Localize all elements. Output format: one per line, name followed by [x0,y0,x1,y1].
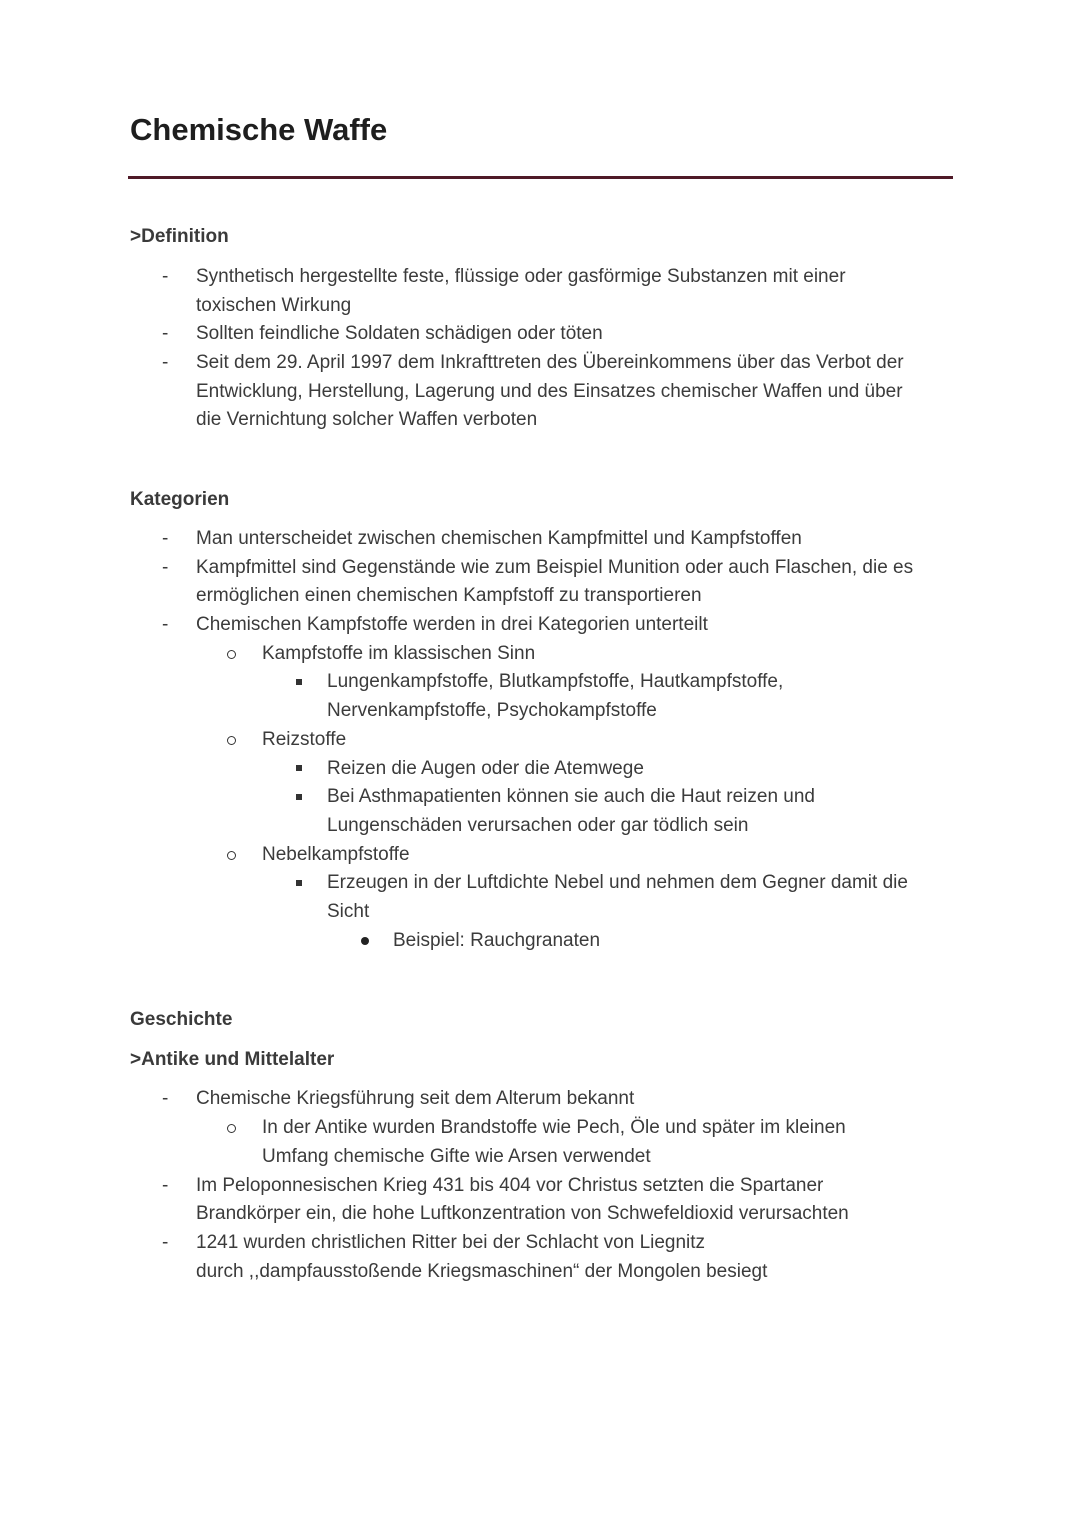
section-heading-geschichte: Geschichte [130,1009,233,1030]
list-item-line: 1241 wurden christlichen Ritter bei der Schlacht von Liegnitz [196,1232,706,1253]
page-title: Chemische Waffe [130,112,388,147]
subsublist-item-line: Bei Asthmapatienten können sie auch die Haut reizen und [327,786,815,807]
example-line: Beispiel: Rauchgranaten [393,930,601,951]
disc-bullet-icon [361,937,369,945]
list-item-line: Kampfmittel sind Gegenstände wie zum Beispiel Munition oder auch Flaschen, die es [196,557,914,578]
circle-bullet-icon [227,1124,236,1133]
dash-bullet: - [162,614,169,635]
list-item-line: Chemischen Kampfstoffe werden in drei Kategorien unterteilt [196,614,708,635]
dash-bullet: - [162,1088,169,1109]
square-bullet-icon [296,794,302,800]
section-heading-definition: >Definition [130,226,229,247]
sublist-item-line: Kampfstoffe im klassischen Sinn [262,643,536,664]
list-item-line: Brandkörper ein, die hohe Luftkonzentration von Schwefeldioxid verursachten [196,1203,849,1224]
subsublist-item-line: Nervenkampfstoffe, Psychokampfstoffe [327,700,657,721]
list-item-line: Im Peloponnesischen Krieg 431 bis 404 vor Christus setzten die Spartaner [196,1175,824,1196]
dash-bullet: - [162,1232,169,1253]
sublist-item-line: Reizstoffe [262,729,347,750]
sublist-item-line: In der Antike wurden Brandstoffe wie Pech, Öle und später im kleinen [262,1117,846,1138]
list-item-line: Entwicklung, Herstellung, Lagerung und des Einsatzes chemischer Waffen und über [196,381,903,402]
section-heading-kategorien: Kategorien [130,489,230,510]
dash-bullet: - [162,352,169,373]
square-bullet-icon [296,765,302,771]
square-bullet-icon [296,679,302,685]
dash-bullet: - [162,528,169,549]
dash-bullet: - [162,266,169,287]
list-item-line: Man unterscheidet zwischen chemischen Kampfmittel und Kampfstoffen [196,528,802,549]
sublist-item-line: Umfang chemische Gifte wie Arsen verwendet [262,1146,651,1167]
sublist-item-line: Nebelkampfstoffe [262,844,410,865]
circle-bullet-icon [227,650,236,659]
subsublist-item-line: Reizen die Augen oder die Atemwege [327,758,644,779]
list-item-line: durch ,,dampfausstoßende Kriegsmaschinen“ der Mongolen besiegt [196,1261,768,1282]
title-divider [128,176,953,179]
circle-bullet-icon [227,851,236,860]
list-item-line: ermöglichen einen chemischen Kampfstoff zu transportieren [196,585,702,606]
list-item-line: Chemische Kriegsführung seit dem Alterum bekannt [196,1088,635,1109]
subsublist-item-line: Lungenkampfstoffe, Blutkampfstoffe, Hautkampfstoffe, [327,671,784,692]
subsublist-item-line: Erzeugen in der Luftdichte Nebel und nehmen dem Gegner damit die [327,872,908,893]
list-item-line: Sollten feindliche Soldaten schädigen oder töten [196,323,603,344]
circle-bullet-icon [227,736,236,745]
list-item-line: Synthetisch hergestellte feste, flüssige oder gasförmige Substanzen mit einer [196,266,846,287]
dash-bullet: - [162,557,169,578]
subsublist-item-line: Lungenschäden verursachen oder gar tödlich sein [327,815,749,836]
list-item-line: toxischen Wirkung [196,295,352,316]
square-bullet-icon [296,880,302,886]
list-item-line: Seit dem 29. April 1997 dem Inkrafttreten des Übereinkommens über das Verbot der [196,352,904,373]
dash-bullet: - [162,323,169,344]
subsublist-item-line: Sicht [327,901,370,922]
dash-bullet: - [162,1175,169,1196]
subsection-heading-antike: >Antike und Mittelalter [130,1049,335,1070]
list-item-line: die Vernichtung solcher Waffen verboten [196,409,538,430]
